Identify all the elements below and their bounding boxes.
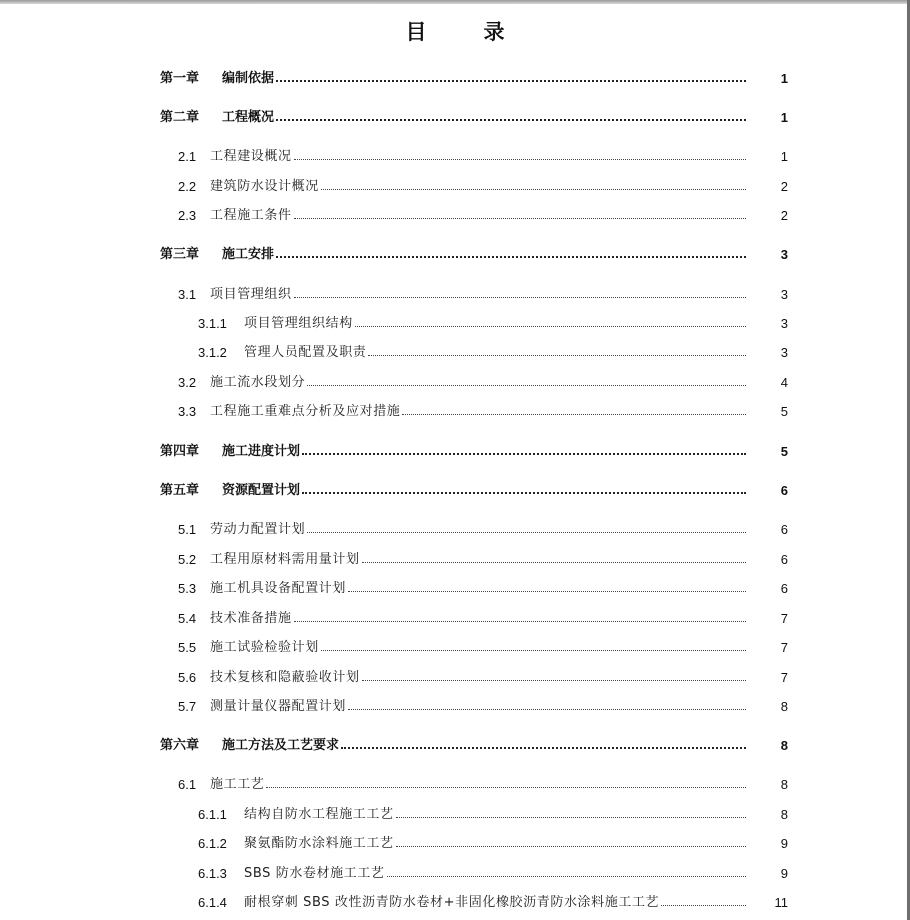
toc-entry-title: 施工安排 — [222, 247, 275, 262]
toc-page-number: 3 — [780, 316, 788, 331]
toc-section-entry[interactable] — [0, 665, 910, 685]
toc-dot-leader — [402, 413, 746, 415]
toc-chapter-entry[interactable] — [0, 439, 910, 459]
toc-entry-title: 施工试验检验计划 — [210, 640, 319, 655]
toc-entry-title: 工程建设概况 — [210, 149, 292, 164]
toc-dot-leader — [341, 746, 746, 749]
toc-entry-number: 3.2 — [178, 375, 197, 390]
toc-section-entry[interactable] — [0, 144, 910, 164]
toc-page-number: 4 — [780, 375, 788, 390]
toc-entry-number: 3.3 — [178, 404, 197, 419]
toc-entry-title: 资源配置计划 — [222, 483, 301, 498]
toc-entry-number: 第六章 — [160, 738, 200, 753]
toc-entry-title: 工程施工重难点分析及应对措施 — [210, 404, 401, 419]
toc-section-entry[interactable] — [0, 282, 910, 302]
toc-entry-number: 6.1.4 — [198, 895, 227, 910]
toc-subsection-entry[interactable] — [0, 340, 910, 360]
toc-entry-title: 耐根穿刺 SBS 改性沥青防水卷材+非固化橡胶沥青防水涂料施工工艺 — [244, 895, 660, 910]
toc-page-number: 8 — [780, 777, 788, 792]
toc-page-number: 1 — [780, 149, 788, 164]
toc-dot-leader — [294, 296, 746, 298]
toc-dot-leader — [348, 590, 746, 592]
toc-entry-title: 工程用原材料需用量计划 — [210, 552, 360, 567]
toc-page-number: 6 — [780, 483, 788, 498]
toc-page-number: 1 — [780, 110, 788, 125]
toc-entry-title: 结构自防水工程施工工艺 — [244, 807, 394, 822]
toc-page-number: 6 — [780, 552, 788, 567]
toc-page-number: 7 — [780, 611, 788, 626]
toc-page-number: 3 — [780, 287, 788, 302]
toc-entry-title: 施工流水段划分 — [210, 375, 306, 390]
toc-subsection-entry[interactable] — [0, 311, 910, 331]
toc-entry-number: 5.2 — [178, 552, 197, 567]
toc-entry-number: 第四章 — [160, 444, 200, 459]
toc-page-number: 8 — [780, 699, 788, 714]
toc-entry-number: 6.1.2 — [198, 836, 227, 851]
toc-entry-number: 第三章 — [160, 247, 200, 262]
toc-dot-leader — [362, 561, 746, 563]
toc-dot-leader — [294, 217, 746, 219]
toc-dot-leader — [661, 904, 746, 906]
toc-entry-title: 施工方法及工艺要求 — [222, 738, 340, 753]
toc-entry-title: 管理人员配置及职责 — [244, 345, 367, 360]
toc-section-entry[interactable] — [0, 399, 910, 419]
toc-chapter-entry[interactable] — [0, 66, 910, 86]
toc-entry-title: 施工进度计划 — [222, 444, 301, 459]
toc-entry-title: 施工机具设备配置计划 — [210, 581, 347, 596]
toc-page-number: 3 — [780, 247, 788, 262]
toc-entry-title: 劳动力配置计划 — [210, 522, 306, 537]
toc-subsection-entry[interactable] — [0, 890, 910, 910]
toc-page-number: 2 — [780, 179, 788, 194]
toc-section-entry[interactable] — [0, 694, 910, 714]
toc-entry-title: 技术复核和隐蔽验收计划 — [210, 670, 360, 685]
toc-dot-leader — [276, 118, 746, 121]
toc-entry-number: 3.1.2 — [198, 345, 227, 360]
toc-entry-title: 测量计量仪器配置计划 — [210, 699, 347, 714]
toc-entry-number: 5.6 — [178, 670, 197, 685]
toc-page-number: 7 — [780, 670, 788, 685]
toc-dot-leader — [396, 845, 746, 847]
toc-dot-leader — [307, 531, 746, 533]
toc-section-entry[interactable] — [0, 635, 910, 655]
toc-entry-number: 第五章 — [160, 483, 200, 498]
toc-section-entry[interactable] — [0, 772, 910, 792]
toc-page-number: 6 — [780, 581, 788, 596]
toc-chapter-entry[interactable] — [0, 733, 910, 753]
toc-entry-number: 6.1.3 — [198, 866, 227, 881]
toc-entry-number: 5.5 — [178, 640, 197, 655]
toc-subsection-entry[interactable] — [0, 831, 910, 851]
toc-page-number: 8 — [780, 738, 788, 753]
toc-section-entry[interactable] — [0, 517, 910, 537]
toc-subsection-entry[interactable] — [0, 861, 910, 881]
toc-page-number: 3 — [780, 345, 788, 360]
toc-dot-leader — [276, 79, 746, 82]
toc-title: 目 录 — [405, 20, 523, 44]
toc-entry-number: 2.1 — [178, 149, 197, 164]
toc-page-number: 1 — [780, 71, 788, 86]
toc-entry-number: 第一章 — [160, 71, 200, 86]
toc-entry-number: 6.1 — [178, 777, 197, 792]
toc-entry-title: 技术准备措施 — [210, 611, 292, 626]
toc-entry-number: 第二章 — [160, 110, 200, 125]
toc-page-number: 8 — [780, 807, 788, 822]
toc-entry-number: 3.1 — [178, 287, 197, 302]
toc-entry-title: SBS 防水卷材施工工艺 — [244, 866, 385, 881]
toc-entry-title: 工程概况 — [222, 110, 275, 125]
toc-dot-leader — [294, 158, 746, 160]
toc-page-number: 6 — [780, 522, 788, 537]
toc-dot-leader — [307, 384, 746, 386]
toc-entry-title: 施工工艺 — [210, 777, 265, 792]
toc-subsection-entry[interactable] — [0, 802, 910, 822]
toc-entry-number: 3.1.1 — [198, 316, 227, 331]
toc-entry-number: 5.3 — [178, 581, 197, 596]
toc-dot-leader — [321, 649, 746, 651]
toc-entry-number: 5.4 — [178, 611, 197, 626]
toc-entry-title: 编制依据 — [222, 71, 275, 86]
toc-dot-leader — [368, 354, 746, 356]
toc-page-number: 5 — [780, 444, 788, 459]
toc-page-number: 2 — [780, 208, 788, 223]
toc-dot-leader — [302, 452, 746, 455]
toc-section-entry[interactable] — [0, 174, 910, 194]
toc-dot-leader — [348, 708, 746, 710]
toc-entry-number: 2.3 — [178, 208, 197, 223]
toc-dot-leader — [396, 816, 746, 818]
toc-entry-number: 2.2 — [178, 179, 197, 194]
toc-entry-number: 6.1.1 — [198, 807, 227, 822]
toc-chapter-entry[interactable] — [0, 242, 910, 262]
toc-section-entry[interactable] — [0, 576, 910, 596]
toc-entry-number: 5.7 — [178, 699, 197, 714]
toc-dot-leader — [362, 679, 746, 681]
toc-section-entry[interactable] — [0, 547, 910, 567]
toc-chapter-entry[interactable] — [0, 478, 910, 498]
toc-dot-leader — [266, 786, 746, 788]
toc-dot-leader — [276, 255, 746, 258]
toc-section-entry[interactable] — [0, 370, 910, 390]
toc-page-number: 5 — [780, 404, 788, 419]
toc-dot-leader — [294, 620, 746, 622]
toc-entry-number: 5.1 — [178, 522, 197, 537]
toc-entry-title: 项目管理组织 — [210, 287, 292, 302]
toc-entry-title: 项目管理组织结构 — [244, 316, 353, 331]
toc-dot-leader — [302, 491, 746, 494]
toc-section-entry[interactable] — [0, 606, 910, 626]
toc-dot-leader — [355, 325, 746, 327]
toc-entry-title: 建筑防水设计概况 — [210, 179, 319, 194]
toc-entry-title: 工程施工条件 — [210, 208, 292, 223]
toc-page-number: 7 — [780, 640, 788, 655]
toc-dot-leader — [321, 188, 746, 190]
toc-section-entry[interactable] — [0, 203, 910, 223]
toc-page-number: 9 — [780, 836, 788, 851]
toc-dot-leader — [387, 875, 746, 877]
toc-chapter-entry[interactable] — [0, 105, 910, 125]
toc-page-number: 9 — [780, 866, 788, 881]
toc-page-number: 11 — [774, 895, 788, 910]
toc-entry-title: 聚氨酯防水涂料施工工艺 — [244, 836, 394, 851]
viewer-top-border — [0, 0, 910, 4]
